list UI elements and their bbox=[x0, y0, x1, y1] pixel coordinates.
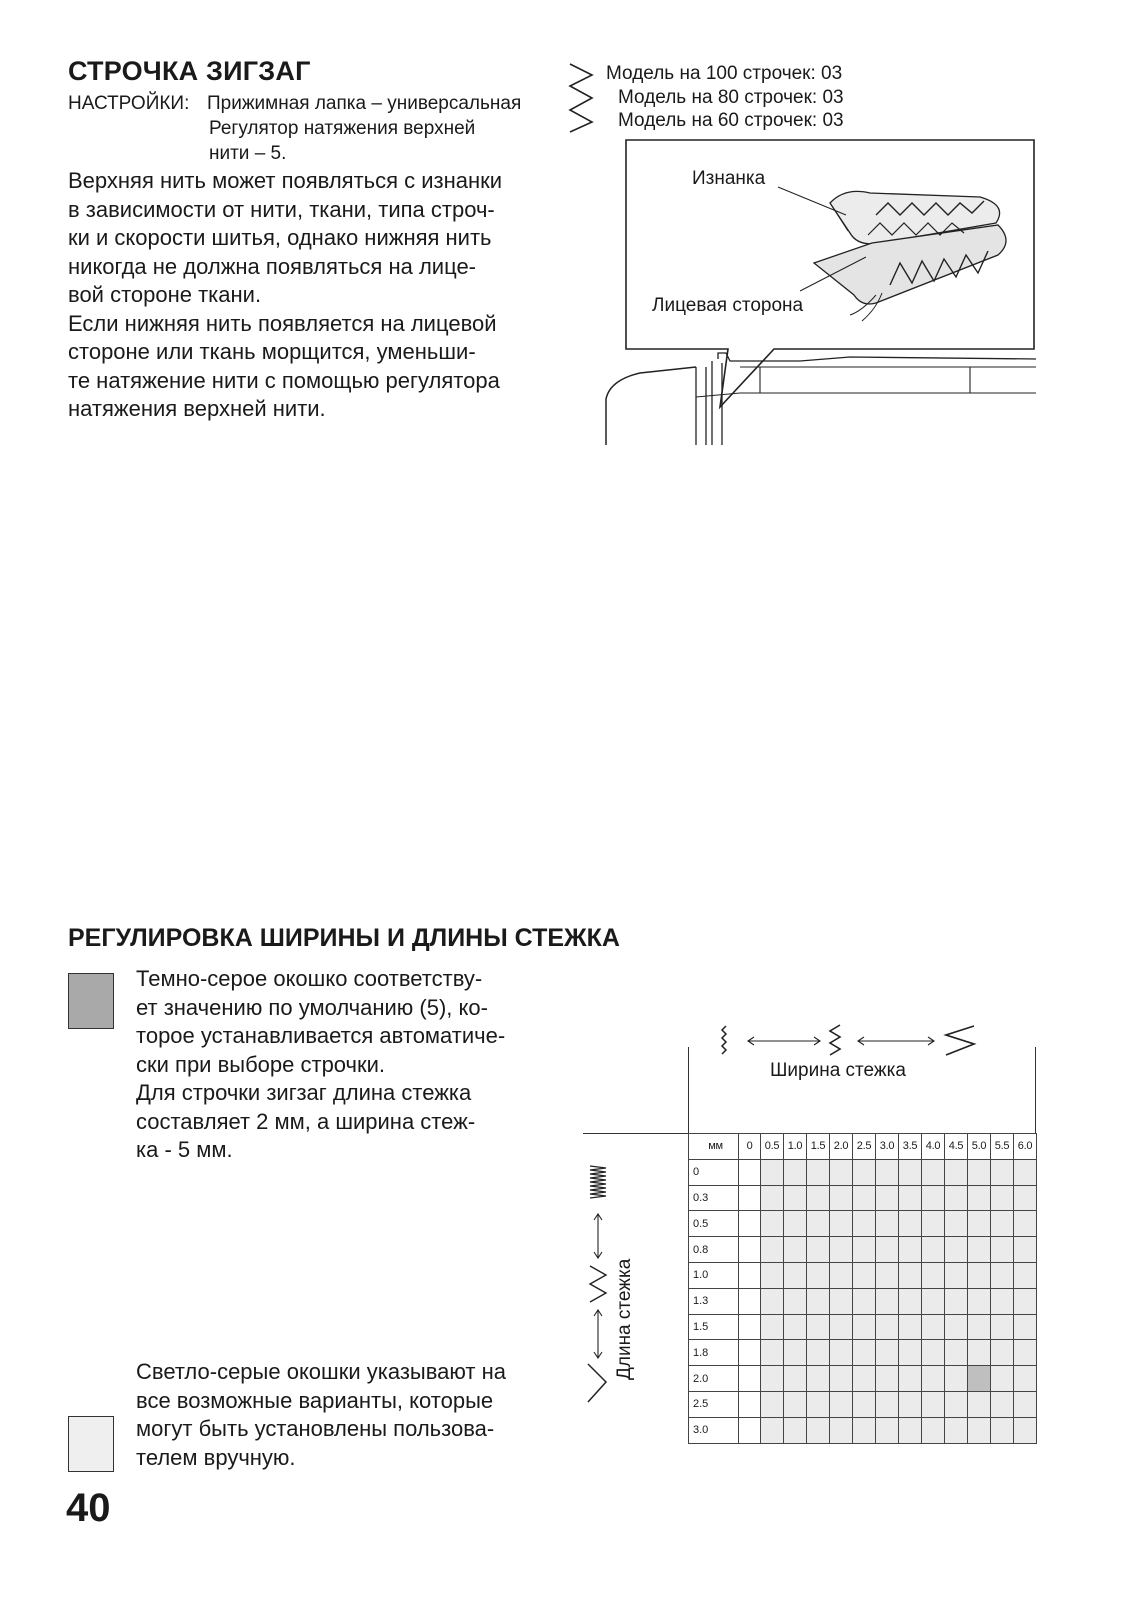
grid-cell bbox=[922, 1391, 945, 1417]
grid-cell bbox=[761, 1340, 784, 1366]
grid-cell bbox=[876, 1159, 899, 1185]
grid-cell bbox=[968, 1417, 991, 1443]
width-axis-label: Ширина стежка bbox=[770, 1060, 906, 1081]
stitch-grid-container bbox=[688, 1133, 1037, 1444]
grid-cell bbox=[830, 1391, 853, 1417]
grid-row bbox=[689, 1340, 1037, 1366]
length-value: 0.8 bbox=[689, 1237, 739, 1263]
settings-label: НАСТРОЙКИ: bbox=[68, 93, 190, 114]
grid-row bbox=[689, 1314, 1037, 1340]
grid-cell bbox=[830, 1185, 853, 1211]
length-value: 2.5 bbox=[689, 1391, 739, 1417]
grid-cell bbox=[739, 1417, 761, 1443]
grid-cell bbox=[876, 1417, 899, 1443]
grid-cell bbox=[807, 1159, 830, 1185]
model-list bbox=[606, 62, 844, 133]
text-line: телем вручную. bbox=[136, 1444, 296, 1470]
text-line: ет значению по умолчанию (5), ко- bbox=[136, 994, 488, 1020]
grid-cell bbox=[899, 1237, 922, 1263]
grid-cell bbox=[899, 1262, 922, 1288]
grid-cell bbox=[739, 1262, 761, 1288]
width-value: 4.0 bbox=[922, 1134, 945, 1160]
grid-cell bbox=[1014, 1417, 1037, 1443]
paragraph-line: Верхняя нить может появляться с изнанки bbox=[68, 168, 503, 193]
paragraph-line: в зависимости от нити, ткани, типа строч- bbox=[68, 196, 495, 222]
grid-row bbox=[689, 1391, 1037, 1417]
grid-cell bbox=[739, 1211, 761, 1237]
grid-cell bbox=[853, 1314, 876, 1340]
grid-cell bbox=[807, 1366, 830, 1392]
length-value: 3.0 bbox=[689, 1417, 739, 1443]
text-line: все возможные варианты, которые bbox=[136, 1387, 494, 1413]
grid-cell bbox=[945, 1366, 968, 1392]
grid-cell bbox=[899, 1366, 922, 1392]
page-number: 40 bbox=[66, 1486, 111, 1530]
grid-cell bbox=[1014, 1391, 1037, 1417]
grid-cell bbox=[968, 1237, 991, 1263]
text-line: Темно-серое окошко соответству- bbox=[136, 966, 483, 991]
text-line: могут быть установлены пользова- bbox=[136, 1416, 495, 1441]
settings-line-2: Регулятор натяжения верхней bbox=[209, 118, 476, 139]
grid-cell bbox=[761, 1288, 784, 1314]
grid-cell bbox=[922, 1159, 945, 1185]
grid-cell bbox=[739, 1185, 761, 1211]
grid-cell bbox=[784, 1366, 807, 1392]
label-back-side: Изнанка bbox=[692, 168, 766, 189]
grid-cell bbox=[1014, 1159, 1037, 1185]
grid-row bbox=[689, 1185, 1037, 1211]
grid-cell bbox=[991, 1340, 1014, 1366]
grid-cell bbox=[968, 1185, 991, 1211]
grid-cell bbox=[922, 1417, 945, 1443]
grid-cell bbox=[922, 1288, 945, 1314]
width-value: 4.5 bbox=[945, 1134, 968, 1160]
light-swatch bbox=[68, 1416, 114, 1472]
dark-swatch bbox=[68, 973, 114, 1029]
paragraph-line: стороне или ткань морщится, уменьши- bbox=[68, 339, 476, 364]
grid-cell bbox=[876, 1391, 899, 1417]
width-header-right-edge bbox=[1035, 1047, 1036, 1133]
zigzag-stitch-icon bbox=[568, 62, 596, 134]
length-value: 0.3 bbox=[689, 1185, 739, 1211]
model-line: Модель на 100 строчек: 03 bbox=[606, 63, 843, 84]
grid-cell bbox=[991, 1288, 1014, 1314]
grid-cell bbox=[784, 1417, 807, 1443]
settings-line-1: Прижимная лапка – универсальная bbox=[207, 93, 522, 114]
grid-cell bbox=[830, 1262, 853, 1288]
grid-cell bbox=[899, 1417, 922, 1443]
grid-cell bbox=[784, 1391, 807, 1417]
grid-cell bbox=[876, 1340, 899, 1366]
grid-cell bbox=[991, 1262, 1014, 1288]
grid-cell bbox=[807, 1391, 830, 1417]
grid-cell bbox=[968, 1211, 991, 1237]
width-value: 2.5 bbox=[853, 1134, 876, 1160]
grid-cell bbox=[761, 1262, 784, 1288]
grid-cell bbox=[784, 1262, 807, 1288]
grid-cell bbox=[876, 1366, 899, 1392]
grid-cell bbox=[830, 1159, 853, 1185]
fabric-illustration bbox=[600, 135, 1040, 450]
grid-cell bbox=[807, 1185, 830, 1211]
grid-cell bbox=[968, 1391, 991, 1417]
length-value: 1.5 bbox=[689, 1314, 739, 1340]
grid-cell bbox=[739, 1159, 761, 1185]
grid-cell bbox=[853, 1159, 876, 1185]
grid-cell bbox=[1014, 1288, 1037, 1314]
grid-cell-default bbox=[968, 1366, 991, 1392]
length-axis-label: Длина стежка bbox=[614, 1258, 635, 1380]
text-line: Светло-серые окошки указывают на bbox=[136, 1359, 506, 1384]
grid-cell bbox=[945, 1288, 968, 1314]
grid-cell bbox=[945, 1159, 968, 1185]
grid-cell bbox=[784, 1340, 807, 1366]
light-swatch-description bbox=[136, 1358, 538, 1472]
grid-cell bbox=[761, 1211, 784, 1237]
grid-cell bbox=[1014, 1366, 1037, 1392]
grid-row bbox=[689, 1159, 1037, 1185]
grid-row bbox=[689, 1288, 1037, 1314]
grid-cell bbox=[876, 1211, 899, 1237]
grid-cell bbox=[853, 1417, 876, 1443]
text-line: ски при выборе строчки. bbox=[136, 1051, 386, 1077]
length-value: 1.3 bbox=[689, 1288, 739, 1314]
grid-cell bbox=[899, 1211, 922, 1237]
grid-cell bbox=[853, 1366, 876, 1392]
width-value: 5.0 bbox=[968, 1134, 991, 1160]
grid-cell bbox=[853, 1237, 876, 1263]
model-line: Модель на 80 строчек: 03 bbox=[618, 86, 844, 108]
model-line: Модель на 60 строчек: 03 bbox=[618, 110, 844, 131]
grid-cell bbox=[899, 1288, 922, 1314]
grid-cell bbox=[830, 1340, 853, 1366]
grid-row bbox=[689, 1237, 1037, 1263]
grid-row bbox=[689, 1366, 1037, 1392]
grid-cell bbox=[945, 1314, 968, 1340]
grid-row bbox=[689, 1417, 1037, 1443]
text-line: ка - 5 мм. bbox=[136, 1137, 233, 1162]
grid-cell bbox=[739, 1391, 761, 1417]
width-value: 6.0 bbox=[1014, 1134, 1037, 1160]
section-title-zigzag: СТРОЧКА ЗИГЗАГ bbox=[68, 56, 311, 86]
length-value: 1.8 bbox=[689, 1340, 739, 1366]
grid-cell bbox=[784, 1211, 807, 1237]
grid-cell bbox=[945, 1417, 968, 1443]
width-value: 2.0 bbox=[830, 1134, 853, 1160]
grid-cell bbox=[1014, 1237, 1037, 1263]
grid-cell bbox=[945, 1211, 968, 1237]
grid-cell bbox=[991, 1159, 1014, 1185]
grid-cell bbox=[739, 1314, 761, 1340]
grid-cell bbox=[1014, 1314, 1037, 1340]
grid-cell bbox=[761, 1185, 784, 1211]
grid-cell bbox=[853, 1211, 876, 1237]
grid-cell bbox=[830, 1366, 853, 1392]
grid-cell bbox=[853, 1288, 876, 1314]
settings-line-3: нити – 5. bbox=[209, 143, 287, 164]
grid-cell bbox=[991, 1237, 1014, 1263]
grid-cell bbox=[853, 1185, 876, 1211]
paragraph-line: натяжения верхней нити. bbox=[68, 396, 326, 421]
grid-unit-label: мм bbox=[689, 1134, 739, 1160]
grid-cell bbox=[807, 1262, 830, 1288]
text-line: торое устанавливается автоматиче- bbox=[136, 1023, 506, 1048]
grid-cell bbox=[876, 1288, 899, 1314]
grid-cell bbox=[991, 1417, 1014, 1443]
grid-cell bbox=[945, 1237, 968, 1263]
grid-cell bbox=[784, 1185, 807, 1211]
grid-cell bbox=[1014, 1340, 1037, 1366]
grid-cell bbox=[807, 1211, 830, 1237]
grid-cell bbox=[945, 1185, 968, 1211]
grid-cell bbox=[830, 1314, 853, 1340]
grid-cell bbox=[991, 1185, 1014, 1211]
grid-cell bbox=[922, 1237, 945, 1263]
grid-cell bbox=[784, 1314, 807, 1340]
width-value: 1.0 bbox=[784, 1134, 807, 1160]
grid-cell bbox=[1014, 1262, 1037, 1288]
grid-row bbox=[689, 1262, 1037, 1288]
width-value: 3.5 bbox=[899, 1134, 922, 1160]
grid-cell bbox=[853, 1262, 876, 1288]
grid-cell bbox=[899, 1185, 922, 1211]
grid-cell bbox=[922, 1211, 945, 1237]
grid-cell bbox=[739, 1237, 761, 1263]
label-front-side: Лицевая сторона bbox=[652, 295, 804, 316]
width-value: 0.5 bbox=[761, 1134, 784, 1160]
grid-cell bbox=[968, 1314, 991, 1340]
grid-cell bbox=[876, 1237, 899, 1263]
width-value: 3.0 bbox=[876, 1134, 899, 1160]
width-scale-icon bbox=[712, 1022, 982, 1062]
grid-cell bbox=[945, 1340, 968, 1366]
grid-row bbox=[689, 1211, 1037, 1237]
grid-cell bbox=[807, 1237, 830, 1263]
grid-cell bbox=[968, 1159, 991, 1185]
zigzag-paragraph bbox=[68, 167, 548, 424]
grid-cell bbox=[761, 1237, 784, 1263]
grid-cell bbox=[945, 1391, 968, 1417]
grid-cell bbox=[991, 1391, 1014, 1417]
paragraph-line: те натяжение нити с помощью регулятора bbox=[68, 367, 500, 393]
grid-cell bbox=[807, 1340, 830, 1366]
grid-cell bbox=[922, 1366, 945, 1392]
paragraph-line: ки и скорости шитья, однако нижняя нить bbox=[68, 225, 492, 250]
grid-cell bbox=[739, 1366, 761, 1392]
grid-cell bbox=[761, 1391, 784, 1417]
grid-cell bbox=[761, 1417, 784, 1443]
stitch-grid bbox=[688, 1133, 1037, 1444]
grid-cell bbox=[784, 1288, 807, 1314]
length-value: 1.0 bbox=[689, 1262, 739, 1288]
grid-cell bbox=[739, 1340, 761, 1366]
grid-cell bbox=[991, 1366, 1014, 1392]
grid-cell bbox=[853, 1391, 876, 1417]
grid-cell bbox=[991, 1211, 1014, 1237]
grid-cell bbox=[761, 1314, 784, 1340]
grid-cell bbox=[807, 1314, 830, 1340]
text-line: Для строчки зигзаг длина стежка bbox=[136, 1080, 472, 1105]
grid-cell bbox=[922, 1340, 945, 1366]
grid-cell bbox=[784, 1159, 807, 1185]
grid-cell bbox=[807, 1288, 830, 1314]
grid-cell bbox=[876, 1314, 899, 1340]
grid-header-row bbox=[689, 1134, 1037, 1160]
grid-cell bbox=[968, 1340, 991, 1366]
grid-cell bbox=[968, 1262, 991, 1288]
grid-cell bbox=[945, 1262, 968, 1288]
grid-cell bbox=[876, 1185, 899, 1211]
length-value: 0 bbox=[689, 1159, 739, 1185]
text-line: составляет 2 мм, а ширина стеж- bbox=[136, 1108, 476, 1134]
grid-cell bbox=[784, 1237, 807, 1263]
grid-cell bbox=[761, 1366, 784, 1392]
grid-cell bbox=[899, 1314, 922, 1340]
grid-cell bbox=[899, 1159, 922, 1185]
grid-cell bbox=[830, 1237, 853, 1263]
width-header-divider bbox=[688, 1047, 689, 1133]
section-title-stitch: РЕГУЛИРОВКА ШИРИНЫ И ДЛИНЫ СТЕЖКА bbox=[68, 924, 620, 952]
paragraph-line: никогда не должна появляться на лице- bbox=[68, 253, 476, 279]
paragraph-line: Если нижняя нить появляется на лицевой bbox=[68, 310, 497, 336]
grid-cell bbox=[739, 1288, 761, 1314]
width-value: 5.5 bbox=[991, 1134, 1014, 1160]
paragraph-line: вой стороне ткани. bbox=[68, 282, 262, 307]
width-value: 0 bbox=[739, 1134, 761, 1160]
grid-cell bbox=[807, 1417, 830, 1443]
grid-cell bbox=[899, 1391, 922, 1417]
grid-cell bbox=[991, 1314, 1014, 1340]
grid-cell bbox=[899, 1340, 922, 1366]
grid-cell bbox=[1014, 1185, 1037, 1211]
grid-cell bbox=[830, 1417, 853, 1443]
grid-cell bbox=[830, 1211, 853, 1237]
length-scale-icon bbox=[584, 1162, 614, 1407]
width-value: 1.5 bbox=[807, 1134, 830, 1160]
grid-cell bbox=[922, 1262, 945, 1288]
grid-cell bbox=[876, 1262, 899, 1288]
grid-cell bbox=[853, 1340, 876, 1366]
length-value: 0.5 bbox=[689, 1211, 739, 1237]
length-value: 2.0 bbox=[689, 1366, 739, 1392]
grid-cell bbox=[922, 1314, 945, 1340]
grid-cell bbox=[830, 1288, 853, 1314]
grid-cell bbox=[922, 1185, 945, 1211]
dark-swatch-description bbox=[136, 965, 556, 1165]
grid-cell bbox=[968, 1288, 991, 1314]
grid-cell bbox=[1014, 1211, 1037, 1237]
grid-cell bbox=[761, 1159, 784, 1185]
